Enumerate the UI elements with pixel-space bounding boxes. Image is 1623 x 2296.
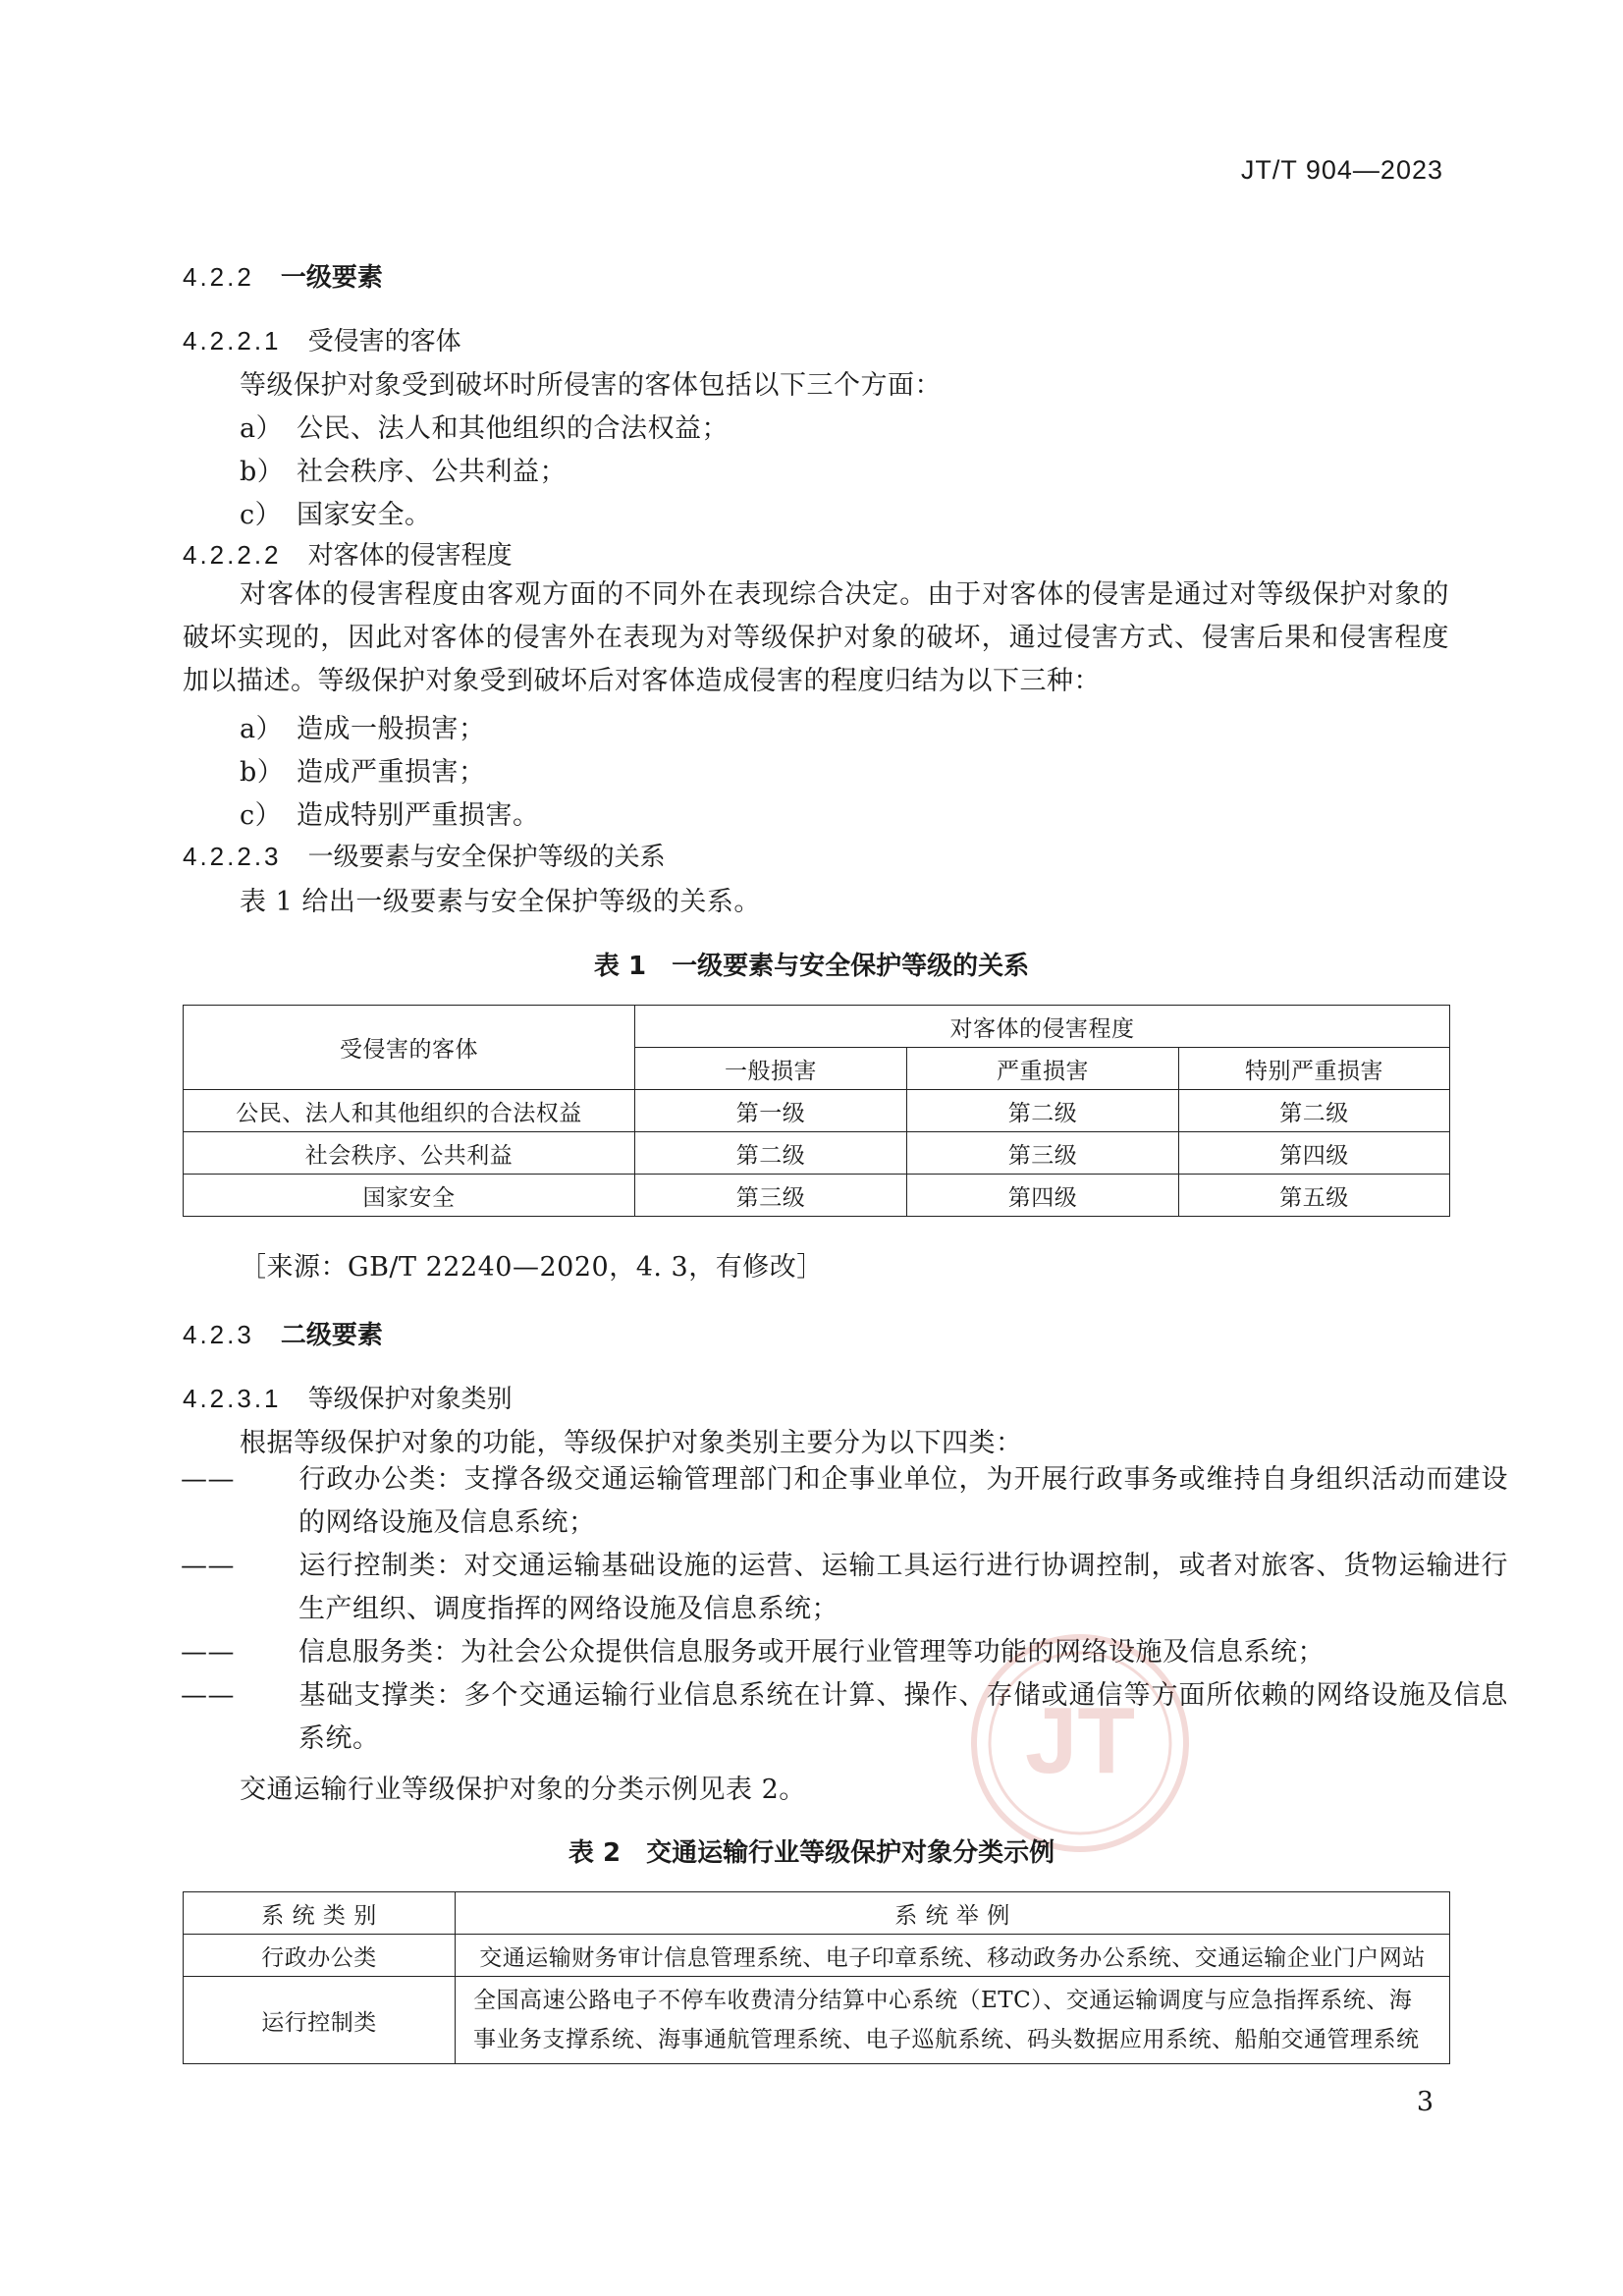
table-row [184, 1132, 1450, 1175]
table1-subheader: 特别严重损害 [1179, 1048, 1450, 1090]
section-number: 4.2.2.3 [183, 842, 282, 871]
list-text: 社会秩序、公共利益； [297, 457, 567, 487]
dash-list-item [181, 1545, 1508, 1631]
section-4-2-2-3-heading [183, 837, 666, 873]
table1-caption: 表 1 一级要素与安全保护等级的关系 [593, 952, 1030, 981]
table1-source: ［来源：GB/T 22240—2020，4. 3，有修改］ [240, 1252, 824, 1283]
dash-list-item [181, 1458, 1508, 1545]
list-item [240, 707, 486, 745]
table-cell: 第二级 [907, 1090, 1179, 1132]
paragraph: 对客体的侵害程度由客观方面的不同外在表现综合决定。由于对客体的侵害是通过对等级保护对象的破坏实现的，因此对客体的侵害外在表现为对等级保护对象的破坏，通过侵害方式、侵害后果和侵害程度加以描述。等级保护对象受到破坏后对客体造成侵害的程度归结为以下三种： [183, 579, 1449, 696]
section-4-2-2-heading [183, 257, 383, 294]
table1 [183, 1005, 1450, 1217]
list-label: b） [240, 757, 285, 788]
list-text: 造成严重损害； [297, 757, 486, 788]
section-title: 等级保护对象类别 [307, 1385, 513, 1414]
page-number: 3 [1416, 2087, 1434, 2117]
table-cell: 第二级 [1179, 1090, 1450, 1132]
section-title: 一级要素 [280, 263, 383, 293]
list-text: 造成一般损害； [297, 714, 486, 744]
dash-marker: —— [181, 1680, 235, 1711]
dash-list-item [181, 1631, 1508, 1674]
section-4-2-2-2-heading [183, 535, 513, 572]
list-text: 基础支撑类：多个交通运输行业信息系统在计算、操作、存储或通信等方面所依赖的网络设施及信息系统。 [298, 1680, 1508, 1754]
table-cell: 全国高速公路电子不停车收费清分结算中心系统（ETC）、交通运输调度与应急指挥系统、海事业务支撑系统、海事通航管理系统、电子巡航系统、码头数据应用系统、船舶交通管理系统 [456, 1977, 1450, 2064]
list-text: 造成特别严重损害。 [297, 800, 540, 831]
table2-caption: 表 2 交通运输行业等级保护对象分类示例 [568, 1838, 1055, 1868]
list-label: b） [240, 457, 285, 487]
paragraph: 等级保护对象受到破坏时所侵害的客体包括以下三个方面： [240, 370, 942, 401]
table-cell: 国家安全 [184, 1175, 635, 1217]
table-cell: 第二级 [635, 1132, 907, 1175]
paragraph: 表 1 给出一级要素与安全保护等级的关系。 [240, 887, 761, 917]
section-number: 4.2.2 [183, 262, 254, 292]
section-title: 一级要素与安全保护等级的关系 [307, 843, 666, 872]
list-item [240, 450, 567, 488]
dash-list-item [181, 1674, 1508, 1761]
stamp-text: JT [1024, 1688, 1136, 1793]
paragraph: 交通运输行业等级保护对象的分类示例见表 2。 [240, 1775, 806, 1805]
table2 [183, 1891, 1450, 2064]
list-text: 国家安全。 [297, 500, 432, 530]
table-cell: 交通运输财务审计信息管理系统、电子印章系统、移动政务办公系统、交通运输企业门户网站 [456, 1935, 1450, 1977]
list-text: 行政办公类：支撑各级交通运输管理部门和企事业单位，为开展行政事务或维持自身组织活动而建设的网络设施及信息系统； [298, 1464, 1508, 1538]
dash-marker: —— [181, 1637, 235, 1667]
table-cell: 第三级 [635, 1175, 907, 1217]
dash-marker: —— [181, 1551, 235, 1581]
list-item [240, 750, 486, 789]
table1-header-group: 对客体的侵害程度 [635, 1006, 1450, 1048]
table-row [184, 1935, 1450, 1977]
table-cell: 社会秩序、公共利益 [184, 1132, 635, 1175]
section-number: 4.2.3.1 [183, 1384, 282, 1413]
table-cell: 运行控制类 [184, 1977, 456, 2064]
list-text: 信息服务类：为社会公众提供信息服务或开展行业管理等功能的网络设施及信息系统； [298, 1637, 1325, 1667]
list-label: c） [240, 800, 283, 831]
jt-stamp-watermark [967, 1630, 1193, 1856]
list-text: 运行控制类：对交通运输基础设施的运营、运输工具运行进行协调控制，或者对旅客、货物运输进行生产组织、调度指挥的网络设施及信息系统； [298, 1551, 1508, 1624]
section-title: 受侵害的客体 [307, 327, 461, 356]
table2-header-examples: 系 统 举 例 [456, 1892, 1450, 1935]
table-cell: 第四级 [907, 1175, 1179, 1217]
table1-subheader: 严重损害 [907, 1048, 1179, 1090]
table1-header-object: 受侵害的客体 [184, 1006, 635, 1090]
table-cell: 公民、法人和其他组织的合法权益 [184, 1090, 635, 1132]
paragraph: 根据等级保护对象的功能，等级保护对象类别主要分为以下四类： [240, 1428, 1023, 1458]
list-label: c） [240, 500, 283, 530]
section-4-2-3-heading [183, 1315, 383, 1351]
table-cell: 第四级 [1179, 1132, 1450, 1175]
table-cell: 行政办公类 [184, 1935, 456, 1977]
standard-number: JT/T 904—2023 [1240, 155, 1443, 185]
list-label: a） [240, 714, 284, 744]
table2-header-category: 系 统 类 别 [184, 1892, 456, 1935]
list-item [240, 793, 540, 832]
list-item [240, 493, 432, 531]
dash-marker: —— [181, 1464, 235, 1495]
table-row [184, 1977, 1450, 2064]
section-4-2-3-1-heading [183, 1379, 513, 1415]
table-cell: 第五级 [1179, 1175, 1450, 1217]
table-row [184, 1175, 1450, 1217]
table-cell: 第一级 [635, 1090, 907, 1132]
section-number: 4.2.2.1 [183, 326, 282, 355]
list-text: 公民、法人和其他组织的合法权益； [297, 413, 729, 444]
section-number: 4.2.2.2 [183, 540, 282, 570]
table-row [184, 1090, 1450, 1132]
table-cell: 第三级 [907, 1132, 1179, 1175]
section-title: 对客体的侵害程度 [307, 541, 513, 571]
section-title: 二级要素 [280, 1321, 383, 1350]
section-number: 4.2.3 [183, 1320, 254, 1349]
list-label: a） [240, 413, 284, 444]
section-4-2-2-1-heading [183, 321, 461, 357]
list-item [240, 407, 729, 445]
table1-subheader: 一般损害 [635, 1048, 907, 1090]
